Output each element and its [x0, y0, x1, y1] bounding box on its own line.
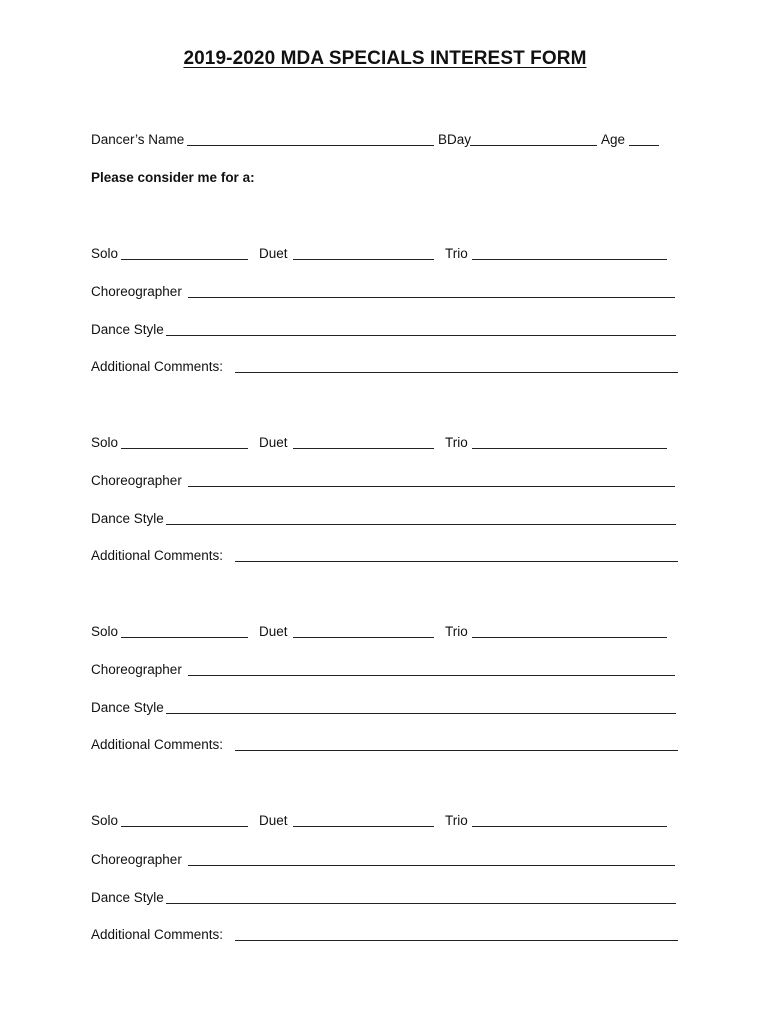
dance-style-label: Dance Style	[91, 890, 164, 905]
dance-style-field[interactable]	[166, 903, 676, 904]
choreographer-field[interactable]	[188, 297, 675, 298]
duet-label: Duet	[259, 435, 288, 450]
bday-label: BDay	[438, 132, 472, 147]
comments-row	[91, 925, 691, 945]
solo-label: Solo	[91, 813, 119, 828]
trio-label: Trio	[445, 435, 468, 450]
choreographer-row	[91, 660, 691, 680]
duet-label: Duet	[259, 246, 288, 261]
choreographer-label: Choreographer	[91, 284, 182, 299]
dancer-name-field[interactable]	[187, 145, 434, 146]
choreographer-row	[91, 471, 691, 491]
age-field[interactable]	[629, 145, 659, 146]
comments-label: Additional Comments:	[91, 737, 224, 752]
duet-field[interactable]	[293, 448, 434, 449]
dance-style-field[interactable]	[166, 335, 676, 336]
choreographer-field[interactable]	[188, 675, 675, 676]
entry-type-row	[91, 244, 691, 264]
comments-label: Additional Comments:	[91, 359, 224, 374]
comments-label: Additional Comments:	[91, 548, 224, 563]
solo-label: Solo	[91, 435, 119, 450]
choreographer-label: Choreographer	[91, 662, 182, 677]
entry-type-row	[91, 433, 691, 453]
consider-label: Please consider me for a:	[91, 170, 255, 185]
dance-style-row	[91, 698, 691, 718]
age-label: Age	[601, 132, 626, 147]
solo-field[interactable]	[121, 259, 248, 260]
trio-label: Trio	[445, 624, 468, 639]
comments-row	[91, 546, 691, 566]
dance-style-field[interactable]	[166, 713, 676, 714]
comments-field[interactable]	[235, 940, 678, 941]
duet-field[interactable]	[293, 637, 434, 638]
entry-type-row	[91, 622, 691, 642]
trio-label: Trio	[445, 813, 468, 828]
solo-label: Solo	[91, 624, 119, 639]
trio-field[interactable]	[472, 259, 667, 260]
dance-style-field[interactable]	[166, 524, 676, 525]
duet-field[interactable]	[293, 259, 434, 260]
choreographer-field[interactable]	[188, 865, 675, 866]
dance-style-row	[91, 320, 691, 340]
trio-field[interactable]	[472, 448, 667, 449]
trio-label: Trio	[445, 246, 468, 261]
choreographer-label: Choreographer	[91, 473, 182, 488]
choreographer-row	[91, 850, 691, 870]
bday-field[interactable]	[470, 145, 597, 146]
duet-label: Duet	[259, 624, 288, 639]
solo-label: Solo	[91, 246, 119, 261]
solo-field[interactable]	[121, 637, 248, 638]
comments-row	[91, 357, 691, 377]
choreographer-label: Choreographer	[91, 852, 182, 867]
dance-style-row	[91, 509, 691, 529]
comments-label: Additional Comments:	[91, 927, 224, 942]
comments-field[interactable]	[235, 750, 678, 751]
choreographer-field[interactable]	[188, 486, 675, 487]
dance-style-label: Dance Style	[91, 700, 164, 715]
dancer-name-label: Dancer’s Name	[91, 132, 185, 147]
trio-field[interactable]	[472, 826, 667, 827]
dancer-info-row	[91, 130, 691, 150]
choreographer-row	[91, 282, 691, 302]
solo-field[interactable]	[121, 826, 248, 827]
comments-field[interactable]	[235, 561, 678, 562]
dance-style-row	[91, 888, 691, 908]
dance-style-label: Dance Style	[91, 322, 164, 337]
form-title: 2019-2020 MDA SPECIALS INTEREST FORM	[183, 48, 587, 69]
solo-field[interactable]	[121, 448, 248, 449]
comments-row	[91, 735, 691, 755]
comments-field[interactable]	[235, 372, 678, 373]
entry-type-row	[91, 811, 691, 831]
dance-style-label: Dance Style	[91, 511, 164, 526]
duet-label: Duet	[259, 813, 288, 828]
consider-row	[91, 168, 391, 188]
trio-field[interactable]	[472, 637, 667, 638]
duet-field[interactable]	[293, 826, 434, 827]
